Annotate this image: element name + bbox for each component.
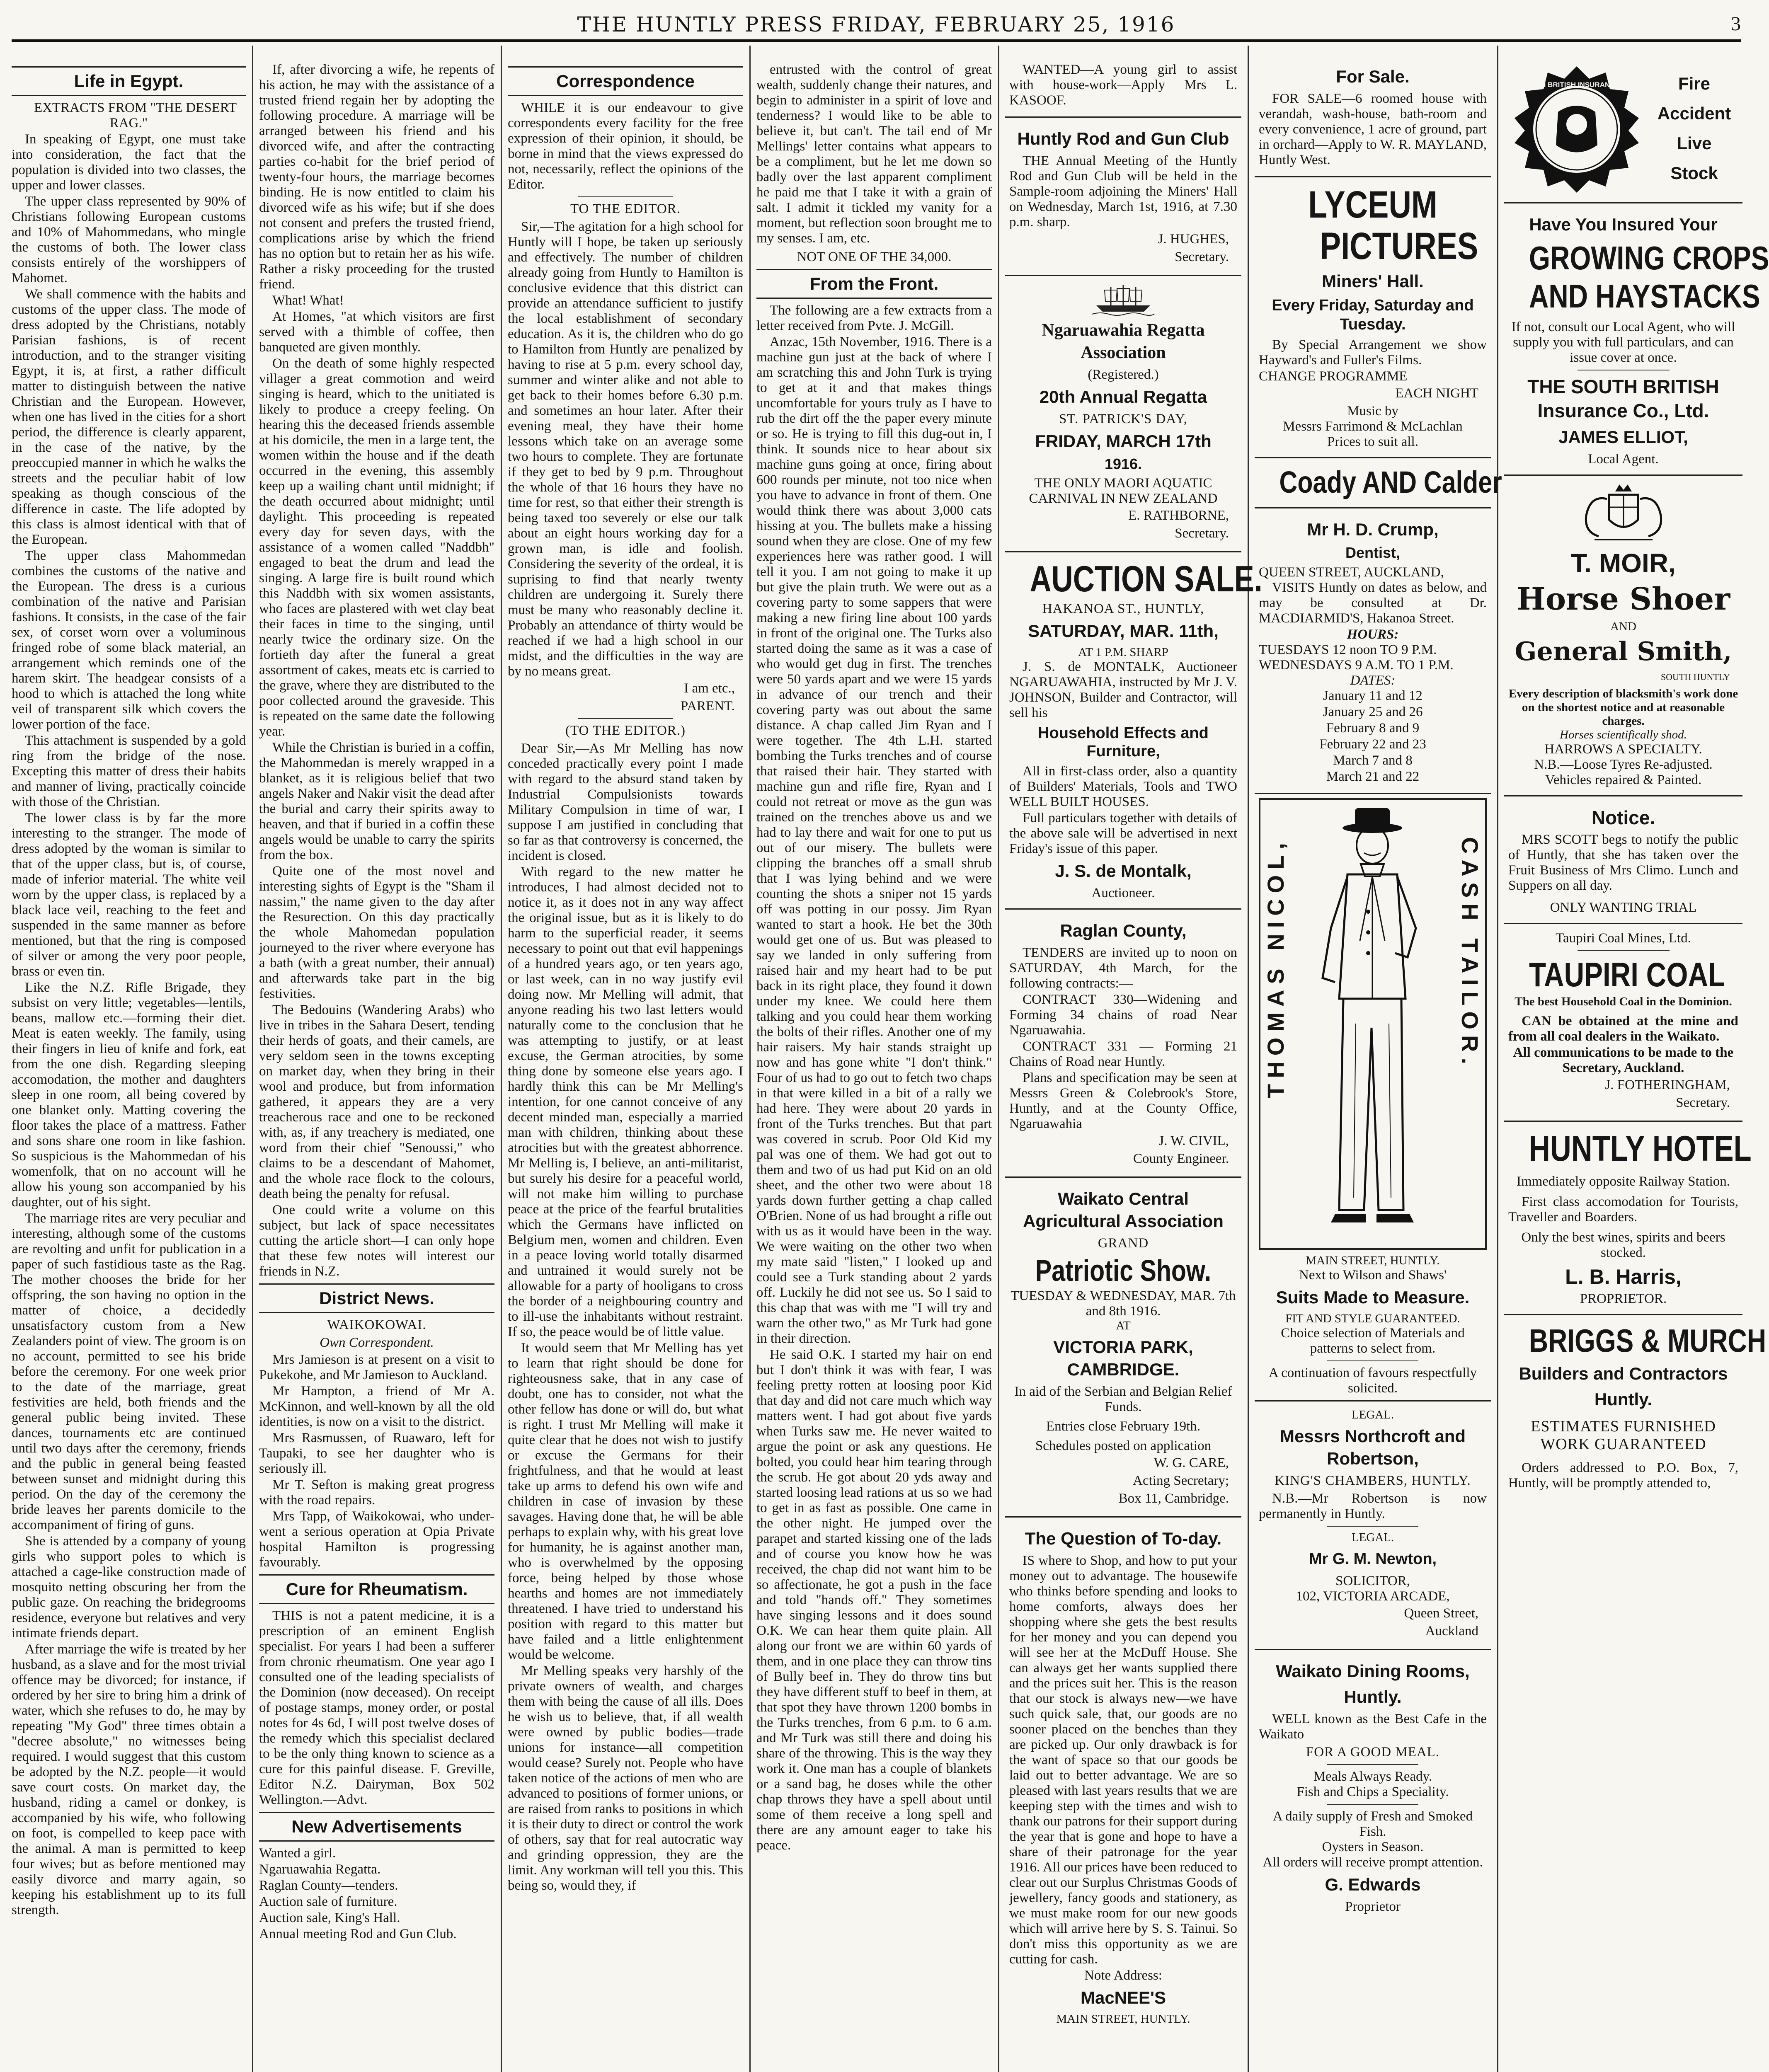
divider — [1578, 950, 1670, 951]
dining-proprietor-name: G. Edwards — [1325, 1875, 1421, 1894]
regatta-year: 1916. — [1104, 455, 1142, 472]
correspondence-heading: Correspondence — [508, 66, 743, 96]
visit-date: March 7 and 8 — [1333, 753, 1413, 768]
paragraph: Dear Sir,—As Mr Melling has now conceded practically every point I made with regard to the absurd stand taken by Industrial Compulsionists towards Military Compulsion in time of war, I suppose I am justified in concluding that so far as that controversy is concerned, the incident is closed. — [508, 741, 743, 863]
paragraph: We shall commence with the habits and customs of the upper class. The mode of dress adopted by the Christians, notably Parisian fashions, is of recent introduction, and to the stranger visiting Egypt, it is, at first, a rather difficult matter to distinguish between the native Christian and the European. However, when one has lived in the cities for a short period, the difference is clearly apparent, in the case of the native, by the preoccupied manner in which he walks the streets and the peculiar habit of low speaking as though conscious of the difference in caste. The life adopted by this class is almost identical with that of the European. — [12, 287, 246, 547]
paragraph: Mr Melling speaks very harshly of the private owners of wealth, and charges them with being the cause of all ills. Does he wish us to believe, that, if all wealth were owned by public bodies—trade unions for instance—all competition would cease? Surely not. People who have taken notice of the actions of men who are advanced to positions of former unions, or are raised from ranks to positions in which it is their duty to direct or control the work of others, say that for real autocratic way and grinding oppression, they are the limit. Any workman will tell you this. This being so, would they, if — [508, 1663, 743, 1893]
south-huntly: SOUTH HUNTLY — [1660, 672, 1730, 682]
raglan-contract: CONTRACT 331 — Forming 21 Chains of Road near Huntly. — [1009, 1039, 1237, 1069]
regatta-title: Secretary. — [1175, 526, 1229, 541]
regatta-day: ST. PATRICK'S DAY, — [1059, 411, 1188, 426]
column-rule — [1497, 46, 1498, 2072]
district-news-body — [259, 1352, 494, 1570]
tailor-name: THOMAS NICOL, — [1263, 837, 1289, 1098]
paragraph: Quite one of the most novel and interesting sights of Egypt is the "Sham il nassim," the name given to the day after the Resurection. On this day practically the whole Mahomedan population journeyed to the river where everyone has a bath (with a great number, their annual) and afterwards take part in the big festivities. — [259, 864, 494, 1001]
and-haystacks: AND HAYSTACKS — [1529, 278, 1760, 315]
paragraph: He said O.K. I started my hair on end but I don't think it was with fear, I was feeling pretty rotten at loosing poor Kid that day and did not care much which way matters went. I had got about five yards when Turks saw me. He never waited to argue the point or ask any questions. He bolted, you could hear him tearing through the scrub. He got about 20 yds away and started loosing lead rations at us so we had to get in as fast as possible. One came in the other night. He jumped over the parapet and started kissing one of the lads and of course you know how he was received, the chap did not want him to be so affectionate, he got a push in the face and told "hands off." They sometimes have singing lessons and it does sound O.K. We can hear them quite plain. All along our front we are within 60 yards of them, and in one place they can throw tins of Bully beef in. They do throw tins but they have different stuff to beef in them, at that spot they have thrown 1200 bombs in the Turks trenches, from 6 p.m. to 6 a.m. and Mr Turk was still there and doing his share of the throwing. This is the way they work it. One man has a couple of blankets or a sand bag, he doses while the other chap throws they have a spell about until some of them receive a long spell and there are any amount eager to take his peace. — [756, 1347, 992, 1853]
column-advertisements-5 — [1005, 62, 1263, 2072]
new-advert-item: Annual meeting Rod and Gun Club. — [259, 1927, 457, 1941]
masthead — [0, 0, 1752, 39]
dining-town: Huntly. — [1344, 1687, 1402, 1706]
dining-oysters: Oysters in Season. — [1322, 1840, 1424, 1854]
paragraph: She is attended by a company of young girls who support poles to which is attached a cage-like construction made of mosquito netting obscuring her from the public gaze. On reaching the bridegrooms residence, everyone but relatives and very intimate friends depart. — [12, 1534, 246, 1641]
raglan-contract: CONTRACT 330—Widening and Forming 34 chains of road Near Ngaruawahia. — [1009, 992, 1237, 1038]
auctioneer-title: Auctioneer. — [1091, 886, 1155, 900]
notice-body: MRS SCOTT begs to notify the public of Huntly, that she has taken over the Fruit Business of Mrs Climo. Lunch and Suppers on all day. — [1508, 832, 1738, 893]
paragraph: EXTRACTS FROM "THE DESERT RAG." — [34, 100, 237, 131]
visit-date: January 11 and 12 — [1323, 688, 1422, 703]
column-advertisements-6 — [1255, 62, 1502, 2072]
news-item: Mrs Rasmussen, of Ruawaro, left for Taupaki, to see her daughter who is seriously ill. — [259, 1431, 494, 1476]
newton-address: 102, VICTORIA ARCADE, — [1296, 1589, 1450, 1604]
dates-list — [1259, 688, 1487, 784]
dining-daily: A daily supply of Fresh and Smoked Fish. — [1272, 1809, 1473, 1839]
paragraph: With regard to the new matter he introduces, I had almost decided not to notice it, as it does not in any way affect the original issue, but as it is likely to do harm to the superficial reader, it seems necessary to point out that evil happenings of a hundred years ago, or ten years ago, or last week, can in no way justify evil doing now. Mr Melling will admit, that anyone reading his two last letters would naturally come to the conclusion that he was attempting to justify, or at least excuse, the German atrocities, by some thing done by someone else years ago. I hardly think this can be Mr Melling's intention, for one cannot conceive of any decent minded man, especially a married man with children, thinking about these atrocities but with the greatest abhorrence. Mr Melling is, I believe, an anti-militarist, but surely his desire for a peaceful world, will not make him willing to purchase peace at the price of the fearful brutalities which the Germans have inflicted on Belgium men, women and children. Even in a peace loving world totally disarmed and untrained it would surely not be allowable for a party of hooligans to cross the border of a neighbouring country and to ill-use the inhabitants without restraint. If so, the peace would be of little value. — [508, 864, 743, 1339]
letter-signature: PARENT. — [680, 699, 735, 714]
dining-proprietor: Proprietor — [1345, 1899, 1401, 1914]
coady-calder-heading: Coady AND Calder — [1279, 465, 1502, 499]
question-heading: The Question of To-day. — [1025, 1529, 1222, 1548]
lyceum-heading: LYCEUM — [1308, 184, 1437, 226]
letter-signoff: I am etc., — [684, 681, 735, 696]
district-news-heading: District News. — [259, 1283, 494, 1313]
builders-contractors: Builders and Contractors — [1519, 1364, 1728, 1383]
cover-live: Live — [1677, 133, 1712, 153]
notice-trial: ONLY WANTING TRIAL — [1550, 900, 1697, 915]
briggs-town: Huntly. — [1594, 1389, 1653, 1409]
column-rule — [501, 46, 502, 2072]
lyceum-musicians: Messrs Farrimond & McLachlan — [1283, 419, 1463, 434]
divider — [1327, 1804, 1418, 1805]
divider — [1327, 1764, 1418, 1765]
paragraph: Anzac, 15th November, 1916. There is a machine gun just at the back of where I am scratching this and John Turk is trying to get at it and that makes things uncomfortable for yours truly as I have to rub the dirt off the the paper every minute or so. He is trying to fill this dug-out in, I think. It sounds nice to hear about six machine guns going at once, firing about 600 rounds per minute, not too nice when you have to advance in front of them. One would think there was about 3,000 cats hissing at you. The bullets make a hissing sound when they are close. One of my few experiences here was rather good. I will tell it you. I am not going to make it up but give the plain truth. We were out as a covering party to some sappers that were making a new firing line about 100 yards in front of the original one. The Turks also started doing the same as it was a case of who would get dug in first. The trenches were 50 yards apart and we were 15 yards in advance of our trench and their covering party was out about the same distance. A chap called Jim Ryan and I were together. The 4th L.H. started bombing the Turks trenches and of course that raised their hair. They started with machine gun and rifle fire, Ryan and I could not retreat or move as the gun was trained on the trenches above us and we had to lay there and wait for one to put us out of our misery. The bullets were clipping the branches off a small shrub that I was lying behind and we were counting the shots a sniper not 15 yards off was potting in our possy. Jim Ryan wanted to start a hook. He bet the 30th would get one of us. But was pleased to say we landed in only suffering from raised hair and my heart had to be put back in its right place, they found it down under my knee. We could here them talking and you could hear them working the bolts of their rifles. Another one of my hair raisers. My hair stands straight up now and has gone white "I don't think." Four of us had to go out to fetch two chaps in that were killed in a bit of a rally we had here. They were about 20 yards in front of the Turks trenches. But that part was covered in scrub. Poor Old Kid my pal was one of them. We had got out to them and two of us had put Kid on an old sheet, and the other two were about 18 yards down further getting a chap called O'Brien. None of us had brought a rifle out with us as it would have been in the way. We were waiting on the other two when my mate said "listen," I looked up and could see a Turk standing about 2 yards off. Luckily he did not see us. So I said to this chap that was with me "I will try and warn the other two," as Mr Turk had gone in their direction. — [756, 334, 992, 1346]
show-address: Box 11, Cambridge. — [1118, 1491, 1229, 1506]
paragraph: On the death of some highly respected villager a great commotion and weird singing is heard, which to the unitiated is likely to produce a creepy feeling. On hearing this the deceased friends assemble at his domicile, the men in a large tent, the women within the house and if the death occurred in the evening, this assembly keep up a wailing chant until midnight; if the death occurred about midnight; until daylight. This proceeding is repeated every day for seven days, with the assistance of a women called "Naddbh" engaged to beat the drum and lead the singing. A large fire is built round which this Naddbh with six women assistants, who faces are plastered with wet clay beat their faces in time to the singing, until nearly twice the ordinary size. On the fortieth day after the funeral a great assortment of cakes, meats etc is carried to the grave, where they are distributed to the poor collected around the graveside. This is repeated on the same date the following year. — [259, 356, 494, 739]
visit-date: March 21 and 22 — [1326, 769, 1420, 784]
coal-signature: J. FOTHERINGHAM, — [1605, 1077, 1730, 1092]
regatta-annual: 20th Annual Regatta — [1039, 387, 1207, 407]
orders-address: Orders addressed to P.O. Box, 7, Huntly, will be promptly attended to, — [1508, 1460, 1738, 1491]
paragraph: What! What! — [272, 293, 344, 308]
show-title-line: Acting Secretary; — [1133, 1473, 1229, 1488]
harrows-specialty: HARROWS A SPECIALTY. — [1544, 742, 1702, 757]
paragraph: It would seem that Mr Melling has yet to learn that right should be done for righteousness sake, that in any case of doubt, one has to consider, not what the other fellow has done or will do, but what is right. I trust Mr Melling will make it quite clear that he does not wish to justify or excuse the Germans for their frightfulness, and that he would at least take up arms to defend his own wife and children in case of invasion by these savages. Having done that, he will be able perhaps to explain why, with his great love for humanity, he is against another man, who is overwhelmed by the opposing force, being helped by those whose hearths and homes are not immediately threatened. I have tried to understand his position with regard to this matter but have failed and a little enlightenment would be welcome. — [508, 1341, 743, 1662]
kings-chambers: KING'S CHAMBERS, HUNTLY. — [1275, 1473, 1471, 1488]
auction-body: Full particulars together with details of the above sale will be advertised in next Friday's issue of this paper. — [1009, 811, 1237, 856]
raglan-title: County Engineer. — [1133, 1151, 1229, 1166]
dentist-address: QUEEN STREET, AUCKLAND, — [1259, 565, 1444, 580]
hotel-proprietor-name: L. B. Harris, — [1565, 1265, 1682, 1288]
loose-tyres: N.B.—Loose Tyres Re-adjusted. — [1534, 757, 1713, 772]
briggs-murch-heading: BRIGGS & MURCH — [1529, 1322, 1767, 1359]
paragraph: The Bedouins (Wandering Arabs) who live in tribes in the Sahara Desert, tending their herds of goats, and their camels, are very seldom seen in the towns excepting on market day, when they bring in their wool and produce, but from information gathered, it appears they are a very treacherous race and one to be reckoned with, as, if any treachery is mediated, one word from their chief "Senoussi," who claims to be a descendant of Mahomet, and the whole race flock to the colours, death being the penalty for refusal. — [259, 1002, 494, 1201]
robertson-note: N.B.—Mr Robertson is now permanently in Huntly. — [1259, 1491, 1487, 1521]
huntly-hotel-heading: HUNTLY HOTEL — [1529, 1129, 1752, 1169]
regatta-heading: Ngaruawahia Regatta Association — [1042, 321, 1205, 362]
gun-club-notice: THE Annual Meeting of the Huntly Rod and Gun Club will be held in the Sample-room adjoining the Miners' Hall on Wednesday, March 1st, 1916, at 7.30 p.m. sharp. — [1009, 153, 1237, 230]
show-place: VICTORIA PARK, CAMBRIDGE. — [1053, 1337, 1193, 1379]
dining-meal: FOR A GOOD MEAL. — [1306, 1745, 1440, 1760]
letter-melling — [508, 741, 743, 1893]
auction-place: HAKANOA ST., HUNTLY, — [1042, 601, 1204, 616]
macnees-address: MAIN STREET, HUNTLY. — [1056, 2012, 1190, 2026]
paragraph: The marriage rites are very peculiar and interesting, although some of the customs are revolting and unfit for publication in a paper of such fastidious taste as the Rag. The mother chooses the bride for her offspring, the son having no option in the matter of choice, a decidedly unsatisfactory custom from a New Zealanders point of view. The groom is on no account, permitted to see his bride before the ceremony. For one week prior to the date of the marriage, great festivities are held, both friends and the general public being invited. These dances, tournaments etc are continued until two days after the ceremony, friends and the public in general being feasted between sunset and midnight during this period. On the day of the ceremony the bride leaves her parents domicile to the accompaniment of firing of guns. — [12, 1211, 246, 1532]
paragraph: One could write a volume on this subject, but lack of space necessitates cutting the article short—I can only hope that these few notes will interest our friends in N.Z. — [259, 1203, 494, 1279]
regatta-signature: E. RATHBORNE, — [1128, 508, 1229, 523]
question-note: Note Address: — [1084, 1968, 1162, 1983]
hours-tuesdays: TUESDAYS 12 noon TO 9 P.M. — [1259, 642, 1437, 657]
dentist-visits: VISITS Huntly on dates as below, and may be consulted at Dr. MACDIARMID'S, Hakanoa Street. — [1259, 580, 1487, 626]
south-british-insurance: THE SOUTH BRITISH Insurance Co., Ltd. — [1527, 376, 1719, 421]
column-rule — [1248, 46, 1249, 2072]
agent-title: Local Agent. — [1588, 452, 1659, 467]
divider — [1327, 1526, 1418, 1527]
show-schedules: Schedules posted on application — [1035, 1438, 1212, 1453]
news-item: Mr T. Sefton is making great progress with the road repairs. — [259, 1477, 494, 1508]
newspaper-title: THE HUNTLY PRESS FRIDAY, FEBRUARY 25, 1916 — [577, 12, 1175, 36]
tailor-continuation: A continuation of favours respectfully solicited. — [1268, 1365, 1477, 1396]
show-grand: GRAND — [1098, 1236, 1149, 1251]
dates-heading: DATES: — [1350, 673, 1396, 688]
show-entries: Entries close February 19th. — [1046, 1419, 1201, 1434]
horse-shoer: Horse Shoer — [1516, 581, 1730, 617]
article-body — [12, 100, 246, 1918]
lyceum-change: CHANGE PROGRAMME — [1259, 369, 1408, 384]
regatta-carnival: THE ONLY MAORI AQUATIC CARNIVAL IN NEW ZEALAND — [1029, 476, 1218, 506]
lyceum-night: EACH NIGHT — [1395, 386, 1478, 401]
paragraph: The following are a few extracts from a letter received from Pvte. J. McGill. — [756, 303, 992, 333]
new-advert-item: Auction sale of furniture. — [259, 1894, 397, 1909]
hours-wednesdays: WEDNESDAYS 9 A.M. TO 1 P.M. — [1259, 658, 1454, 673]
news-item: Mrs Tapp, of Waikokowai, who under-went a serious operation at Opia Private hospital Hamilton is progressing favourably. — [259, 1509, 494, 1570]
lyceum-arrangement: By Special Arrangement we show Hayward's and Fuller's Films. — [1259, 337, 1487, 368]
newton-title: SOLICITOR, — [1335, 1573, 1410, 1588]
paragraph: Sir,—The agitation for a high school for Huntly will I hope, be taken up seriously and effectively. The number of children already going from Huntly to Hamilton is conclusive evidence that this district can provide an attendance sufficient to justify the local establishment of secondary education. As it is, the children who do go to Hamilton from Huntly are penalized by having to rise at 5 p.m. every school day, summer and winter alike and not able to get back to their homes before 6.30 p.m. and sometimes an hour later. After their evening meal, they have their home lessons which take on an average some two hours to complete. They are fortunate if they get to bed by 9 p.m. Throughout the whole of that 16 hours they have no time for rest, so that either their strength is being taxed too severely or else our talk about an eight hours working day for a grown man, is idle and foolish. Considering the severity of the ordeal, it is suprising to find that nearly twenty children are undergoing it. Surely there must be many who reasonably decline it. Probably an attendance of thirty would be reached if we had a high school in our midst, and the difficulties in the way are by no means great. — [508, 219, 743, 679]
hotel-wines: Only the best wines, spirits and beers stocked. — [1521, 1230, 1725, 1260]
moir-and: AND — [1610, 620, 1636, 633]
page-number: 3 — [1731, 13, 1741, 35]
show-association: Waikato Central Agricultural Association — [1023, 1189, 1224, 1231]
lyceum-prices: Prices to suit all. — [1327, 434, 1418, 449]
moir-name: T. MOIR, — [1571, 548, 1676, 578]
growing-crops: GROWING CROPS — [1529, 240, 1769, 276]
new-advert-item: Wanted a girl. — [259, 1846, 336, 1861]
new-advert-item: Auction sale, King's Hall. — [259, 1910, 400, 1925]
ship-icon — [1092, 283, 1154, 316]
vehicles-repaired: Vehicles repaired & Painted. — [1545, 772, 1702, 787]
rheumatism-body: THIS is not a patent medicine, it is a prescription of an eminent English specialist. For years I had been a sufferer from chronic rheumatism. One year ago I consulted one of the leading specialists of the Dominion (now deceased). On receipt of postage stamps, money order, or postal notes for 4s 6d, I will post twelve doses of the remedy which this specialist declared to be the only thing known to science as a cure for this painful disease. F. Greville, Editor N.Z. Dairyman, Box 502 Wellington.—Advt. — [259, 1608, 494, 1807]
dining-known: WELL known as the Best Cafe in the Waikato — [1259, 1711, 1487, 1742]
consult-agent: If not, consult our Local Agent, who will supply you with full particulars, and can issue cover at once. — [1511, 320, 1735, 365]
gun-club-title: Secretary. — [1175, 249, 1229, 264]
visit-date: February 8 and 9 — [1326, 721, 1420, 736]
northcroft-robertson: Messrs Northcroft and Robertson, — [1279, 1426, 1466, 1468]
question-body: IS where to Shop, and how to put your money out to advantage. The housewife who thinks before spending and looks to home comforts, always does her shopping where she gets the best results for her money and you can depend you will see her at the McDuff House. She can always get her wants supplied there and the prices suit her. This is the reason that our stock is always new—we have such quick sale, that, our goods are no sooner placed on the benches than they are picked up. Our only drawback is for the want of space so that our goods be laid out to better advantage. We are so pleased with last years results that we are keeping step with the times and wish to thank our patrons for their support during the year that is gone and hope to have a share of their patronage for the year 1916. All our prices have been reduced to clear out our Surplus Christmas Goods of jewellery, fancy goods and stationery, as we must make room for our new goods which will arrive here by S. S. Tainui. So don't miss this opportunity as we are cutting for cash. — [1009, 1553, 1237, 1967]
new-advert-item: Raglan County—tenders. — [259, 1878, 398, 1893]
notice-heading: Notice. — [1591, 807, 1655, 828]
visit-date: February 22 and 23 — [1319, 737, 1426, 752]
news-item: Mrs Jamieson is at present on a visit to Pukekohe, and Mr Jamieson to Auckland. — [259, 1352, 494, 1382]
lyceum-days: Every Friday, Saturday and Tuesday. — [1272, 297, 1474, 333]
auction-body: All in first-class order, also a quantity of Builders' Materials, Tools and TWO WELL BUILT HOUSES. — [1009, 764, 1237, 809]
to-the-editor: (TO THE EDITOR.) — [565, 723, 686, 738]
article-heading: Life in Egypt. — [12, 66, 246, 96]
new-advertisements-list — [259, 1846, 494, 1942]
newton-name: Mr G. M. Newton, — [1309, 1550, 1437, 1568]
letter-signature: NOT ONE OF THE 34,000. — [797, 249, 952, 264]
column-life-in-egypt — [12, 62, 246, 2072]
agent-name: JAMES ELLIOT, — [1558, 427, 1688, 447]
estimates-furnished: ESTIMATES FURNISHED — [1531, 1418, 1716, 1435]
moir-description: Every description of blacksmith's work done on the shortest notice and at reasonable charges. — [1508, 687, 1738, 728]
paragraph: entrusted with the control of great wealth, suddenly change their natures, and begin to administer in a spirit of love and tenderness? I would like to be able to believe it, but can't. The tail end of Mr Mellings' letter contains what appears to be a compliment, but he let me down so badly over the last apparent compliment he paid me that I take it with a grain of salt. I admit it tickled my vanity for a moment, but reflection soon brought me to my senses. I am, etc. — [756, 62, 992, 246]
to-the-editor: TO THE EDITOR. — [570, 201, 681, 216]
gun-club-signature: J. HUGHES, — [1158, 232, 1229, 247]
raglan-tenders: TENDERS are invited up to noon on SATURDAY, 4th March, for the following contracts:— — [1009, 945, 1237, 991]
divider — [578, 196, 672, 197]
tailor-advert-box — [1259, 798, 1487, 1250]
dentist-name: Mr H. D. Crump, — [1307, 520, 1439, 539]
regatta-date: FRIDAY, MARCH 17th — [1035, 431, 1212, 451]
taupiri-coal-heading: TAUPIRI COAL — [1529, 956, 1725, 994]
show-signature: W. G. CARE, — [1153, 1455, 1229, 1470]
legal-label: LEGAL. — [1351, 1408, 1394, 1421]
coal-best: The best Household Coal in the Dominion. — [1515, 995, 1732, 1008]
raglan-county-heading: Raglan County, — [1060, 921, 1187, 940]
show-at: AT — [1116, 1319, 1131, 1332]
show-aid: In aid of the Serbian and Belgian Relief Funds. — [1014, 1384, 1232, 1414]
paragraph: In speaking of Egypt, one must take into consideration, the fact that the population is divided into two classes, the upper and lower classes. — [12, 132, 246, 193]
auction-date: SATURDAY, MAR. 11th, — [1028, 621, 1219, 641]
raglan-signature: J. W. CIVIL, — [1158, 1133, 1229, 1148]
column-2 — [259, 62, 494, 2072]
editorial-disclaimer: WHILE it is our endeavour to give correspondents every facility for the free expression of their opinion, it should, be borne in mind that the views expressed do not, necessarily, reflect the opinions of the Editor. — [508, 100, 743, 192]
show-dates: TUESDAY & WEDNESDAY, MAR. 7th and 8th 1916. — [1011, 1288, 1236, 1319]
lyceum-music: Music by — [1347, 404, 1398, 419]
hotel-location: Immediately opposite Railway Station. — [1516, 1174, 1730, 1189]
lyceum-hall: Miners' Hall. — [1322, 271, 1424, 291]
cover-fire: Fire — [1678, 74, 1711, 93]
regatta-registered: (Registered.) — [1088, 367, 1159, 382]
hotel-accommodation: First class accomodation for Tourists, Traveller and Boarders. — [1508, 1194, 1738, 1225]
district-correspondent: Own Correspondent. — [320, 1335, 434, 1350]
gentleman-illustration-icon — [1306, 804, 1439, 1243]
tailor-fit: FIT AND STYLE GUARANTEED. — [1285, 1312, 1460, 1325]
cover-stock: Stock — [1670, 163, 1718, 183]
seal-lettering: SOUTH BRITISH INSURANCE CO — [1521, 81, 1633, 89]
tailor-choice: Choice selection of Materials and patterns to select from. — [1281, 1326, 1465, 1356]
insurance-seal-icon — [1508, 62, 1645, 195]
column-correspondence — [508, 62, 743, 2072]
wanted-ad: WANTED—A young girl to assist with house-work—Apply Mrs L. KASOOF. — [1009, 62, 1237, 108]
taupiri-mines: Taupiri Coal Mines, Ltd. — [1556, 931, 1691, 946]
paragraph: After marriage the wife is treated by her husband, as a slave and for the most trivial offence may be divorced; for instance, if ordered by her sire to bring him a drink of water, which she refuses to do, he may by repeating "My God" three times obtain a "decree absolute," no witnesses being required. I would suggest that this custom be adopted by the N.Z. people—it would save court costs. On market day, the husband, riding a camel or donkey, is accompanied by his wife, who following on foot, is compelled to keep pace with the animal. A man is permitted to keep four wives; but as before mentioned may easily divorce and marry again, so keeping his establishment up to its full strength. — [12, 1642, 246, 1917]
auction-time: AT 1 P.M. SHARP — [1078, 646, 1168, 659]
district-place: WAIKOKOWAI. — [327, 1317, 426, 1332]
paragraph: While the Christian is buried in a coffin, the Mahommedan is merely wrapped in a blanket, as it is religious belief that two angels Naker and Nakir visit the dead after the burial and carry their spirits away to heaven, and that if buried in a coffin these angels would be unable to carry the spirits from the box. — [259, 740, 494, 862]
tailor-trade: CASH TAILOR. — [1457, 837, 1483, 1070]
tailor-location: Next to Wilson and Shaws' — [1299, 1268, 1447, 1283]
auction-goods: Household Effects and Furniture, — [1038, 724, 1209, 760]
letter-continued — [756, 62, 992, 246]
gun-club-heading: Huntly Rod and Gun Club — [1017, 129, 1229, 148]
for-sale-heading: For Sale. — [1336, 67, 1410, 86]
hotel-proprietor: PROPRIETOR. — [1580, 1291, 1667, 1306]
auction-heading: AUCTION SALE. — [1030, 558, 1263, 599]
coal-communications: All communications to be made to the Secretary, Auckland. — [1513, 1045, 1734, 1075]
tailor-address: MAIN STREET, HUNTLY. — [1306, 1254, 1440, 1267]
dentist-title: Dentist, — [1345, 544, 1400, 561]
dining-ready: Meals Always Ready. — [1313, 1769, 1432, 1784]
column-advertisements-7 — [1504, 62, 1769, 2072]
masthead-rule — [12, 39, 1741, 42]
news-item: Mr Hampton, a friend of Mr A. McKinnon, and well-known by all the old identities, is now on a visit to the district. — [259, 1384, 494, 1429]
general-smith: General Smith, — [1515, 636, 1732, 666]
raglan-plans: Plans and specification may be seen at Messrs Green & Colebrook's Store, Huntly, and at the County Office, Ngaruawahia — [1009, 1070, 1237, 1131]
new-advertisements-heading: New Advertisements — [259, 1812, 494, 1842]
visit-date: January 25 and 26 — [1323, 704, 1423, 719]
auctioneer-name: J. S. de Montalk, — [1055, 861, 1192, 881]
front-letter-body — [756, 303, 992, 1853]
horses-shod: Horses scientifically shod. — [1560, 728, 1687, 741]
paragraph: The upper class represented by 90% of Christians following European customs and 10% of Mahommedans, who mingle the customs of both. The lower class consists entirely of the worshippers of Mahomet. — [12, 194, 246, 286]
column-from-the-front — [756, 62, 992, 2072]
paragraph: If, after divorcing a wife, he repents of his action, he may with the assistance of a trusted friend regain her by adopting the following procedure. A marriage will be arranged between his friend and his divorced wife, and after the contracting parties co-habit for the brief period of twenty-four hours, the marriage becomes binding. He is now entitled to claim his divorced wife as his wife; but if she does not consent and prefers the trusted friend, complications arise by which the friend has no option but to retain her as his wife. Rather a risky proceeding for the trusted friend. — [259, 62, 494, 292]
column-rule — [998, 46, 999, 2072]
paragraph: The upper class Mahommedan combines the customs of the native and the European. The dress is a curious combination of the native and Parisian fashions. It consists, in the case of the fair sex, of corset worn over a voluminous fringed robe of some black material, an arrangement which reminds one of the harem skirt. The headgear consists of a hood to which is attached the long white veil of transparent silk which covers the lower portion of the face. — [12, 548, 246, 732]
letter-high-school — [508, 219, 743, 679]
article-body — [259, 62, 494, 1279]
dining-fish: Fish and Chips a Speciality. — [1296, 1784, 1449, 1799]
paragraph: Like the N.Z. Rifle Brigade, they subsist on very little; vegetables—lentils, beans, mallow etc.—forming their diet. Meat is eaten weekly. The family, using their fingers in lieu of knife and fork, eat from the one dish. Regarding sleeping accomodation, the mother and daughters sleep in one room, all being covered by one blanket only. Matting covering the floor takes the place of a mattress. Father and sons share one room in like fashion. So suspicious is the Mahommedan of his womenfolk, that on no account will he allow his young son accompanied by his daughter, out of his sight. — [12, 980, 246, 1210]
pictures-heading: PICTURES — [1320, 225, 1478, 267]
coal-secretary: Secretary. — [1676, 1095, 1730, 1110]
coat-of-arms-icon — [1570, 482, 1677, 545]
paragraph: At Homes, "at which visitors are first served with a thimble of coffee, then banqueted are given monthly. — [259, 309, 494, 355]
coal-obtained: CAN be obtained at the mine and from all coal dealers in the Waikato. — [1508, 1014, 1738, 1044]
new-advert-item: Ngaruawahia Regatta. — [259, 1862, 381, 1877]
cover-accident: Accident — [1657, 104, 1731, 123]
paragraph: This attachment is suspended by a gold ring from the bridge of the nose. Excepting this matter of dress their habits and manner of living, practically coincide with those of the Christian. — [12, 733, 246, 809]
legal-label: LEGAL. — [1351, 1531, 1394, 1544]
macnees-name: MacNEE'S — [1080, 1988, 1166, 2007]
newton-city: Auckland — [1425, 1624, 1478, 1639]
tailor-suits: Suits Made to Measure. — [1276, 1288, 1470, 1307]
divider — [578, 718, 672, 719]
divider — [1327, 1360, 1418, 1361]
column-rule — [749, 46, 751, 2072]
auction-body: J. S. de MONTALK, Auctioneer NGARUAWAHIA, instructed by Mr J. V. JOHNSON, Builder and Contractor, will sell his — [1009, 659, 1237, 720]
hours-heading: HOURS: — [1347, 627, 1399, 642]
paragraph: The lower class is by far the more interesting to the stranger. The mode of dress adopted by the woman is similar to that of the upper class, but is, of course, made of inferior material. The white veil worn by the upper class, is replaced by a black lace veil, reaching to the feet and suspended in the same manner as before mentioned, but that the ring is composed of silver or among the very poor people, brass or even tin. — [12, 811, 246, 979]
work-guaranteed: WORK GUARANTEED — [1540, 1435, 1706, 1453]
column-rule — [252, 46, 253, 2072]
newton-street: Queen Street, — [1404, 1606, 1478, 1621]
for-sale-body: FOR SALE—6 roomed house with verandah, wash-house, bath-room and every convenience, 1 acre of ground, part in orchard—Apply to W. R. MAYLAND, Huntly West. — [1259, 91, 1487, 167]
insured-question: Have You Insured Your — [1529, 215, 1718, 234]
show-title: Patriotic Show. — [1035, 1254, 1212, 1288]
from-the-front-heading: From the Front. — [756, 269, 992, 299]
rheumatism-heading: Cure for Rheumatism. — [259, 1574, 494, 1604]
dining-orders: All orders will receive prompt attention. — [1263, 1855, 1483, 1870]
dining-heading: Waikato Dining Rooms, — [1276, 1661, 1470, 1681]
